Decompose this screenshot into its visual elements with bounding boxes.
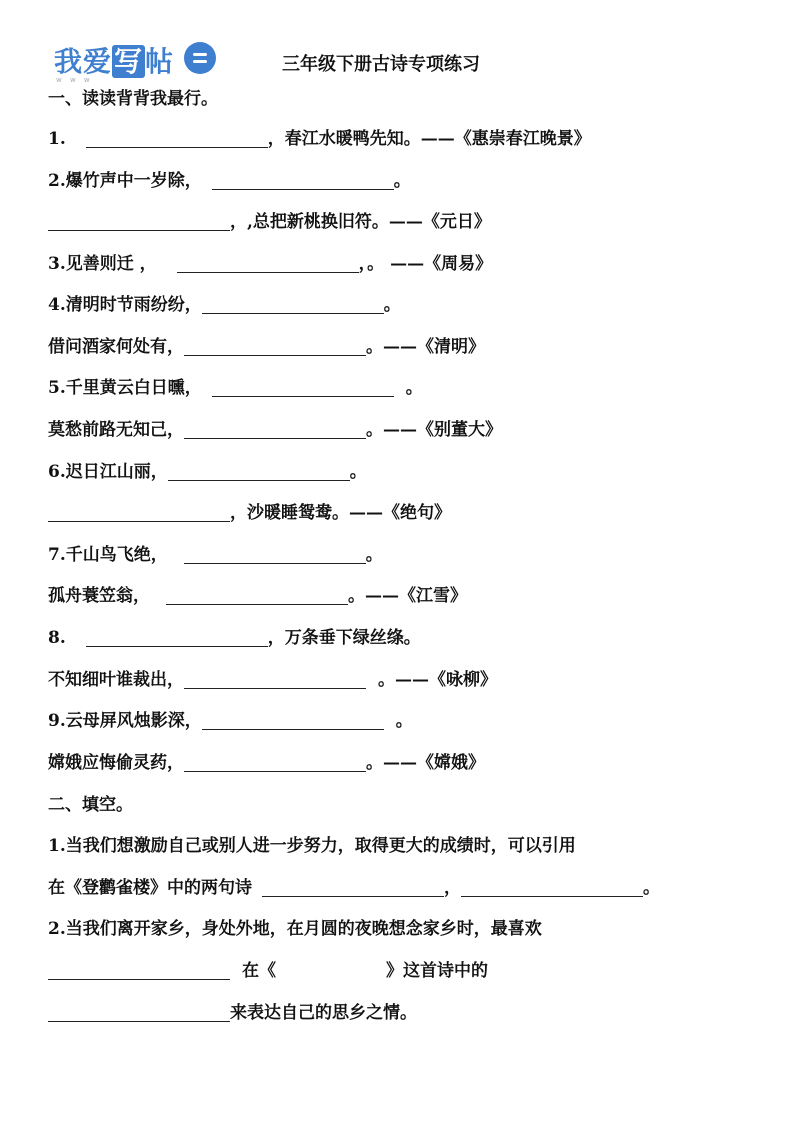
answer-blank[interactable] (184, 420, 366, 439)
section2-heading: 二、填空。 (48, 795, 133, 815)
answer-blank[interactable] (86, 628, 268, 647)
answer-blank[interactable] (177, 254, 359, 273)
fill-q2-line2: 在《 》这首诗中的 (48, 959, 488, 983)
answer-blank[interactable] (168, 462, 350, 481)
answer-blank[interactable] (461, 878, 643, 897)
chat-bubble-icon (184, 42, 216, 74)
poem-line-12: 孤舟蓑笠翁， 。——《江雪》 (48, 586, 467, 606)
fill-q1-line1: 1.当我们想激励自己或别人进一步努力，取得更大的成绩时，可以引用 (48, 836, 576, 856)
poem-line-15: 9.云母屏风烛影深， 。 (48, 711, 413, 731)
poem-line-4: 3.见善则迁 ， ，。 ——《周易》 (48, 254, 493, 274)
answer-blank[interactable] (184, 670, 366, 689)
fill-q2-line1: 2.当我们离开家乡，身处外地，在月圆的夜晚想念家乡时，最喜欢 (48, 919, 542, 939)
fill-q1-line2: 在《登鹳雀楼》中的两句诗 ， 。 (48, 878, 660, 898)
logo-text: 我爱写帖 (54, 45, 175, 78)
answer-blank[interactable] (48, 503, 230, 522)
answer-blank[interactable] (48, 961, 230, 980)
logo-subtext: w w w (56, 76, 93, 84)
answer-blank[interactable] (86, 129, 268, 148)
answer-blank[interactable] (166, 586, 348, 605)
answer-blank[interactable] (262, 878, 444, 897)
section1-heading: 一、读读背背我最行。 (48, 89, 218, 109)
answer-blank[interactable] (48, 1003, 230, 1022)
poem-line-11: 7.千山鸟飞绝， 。 (48, 545, 383, 565)
poem-line-14: 不知细叶谁裁出， 。——《咏柳》 (48, 670, 497, 690)
poem-line-1: 1. ，春江水暖鸭先知。——《惠崇春江晚景》 (48, 129, 591, 149)
poem-line-8: 莫愁前路无知己， 。——《别董大》 (48, 420, 502, 440)
logo (52, 38, 232, 82)
answer-blank[interactable] (212, 378, 394, 397)
fill-q2-line3: 来表达自己的思乡之情。 (48, 1001, 417, 1025)
poem-line-16: 嫦娥应悔偷灵药， 。——《嫦娥》 (48, 753, 485, 773)
answer-blank[interactable] (202, 295, 384, 314)
answer-blank[interactable] (184, 753, 366, 772)
poem-line-6: 借问酒家何处有， 。——《清明》 (48, 337, 485, 357)
answer-blank[interactable] (202, 711, 384, 730)
answer-blank[interactable] (184, 337, 366, 356)
poem-line-9: 6.迟日江山丽， 。 (48, 462, 367, 482)
poem-line-5: 4.清明时节雨纷纷， 。 (48, 295, 401, 315)
page-title: 三年级下册古诗专项练习 (282, 54, 480, 75)
poem-line-10: ，沙暖睡鸳鸯。——《绝句》 (48, 501, 451, 525)
answer-blank[interactable] (212, 171, 394, 190)
poem-line-13: 8. ，万条垂下绿丝绦。 (48, 628, 421, 648)
poem-line-2: 2.爆竹声中一岁除， 。 (48, 171, 411, 191)
answer-blank[interactable] (48, 212, 230, 231)
poem-line-7: 5.千里黄云白日曛， 。 (48, 378, 423, 398)
poem-line-3: ，,总把新桃换旧符。——《元日》 (48, 210, 491, 234)
answer-blank[interactable] (184, 545, 366, 564)
